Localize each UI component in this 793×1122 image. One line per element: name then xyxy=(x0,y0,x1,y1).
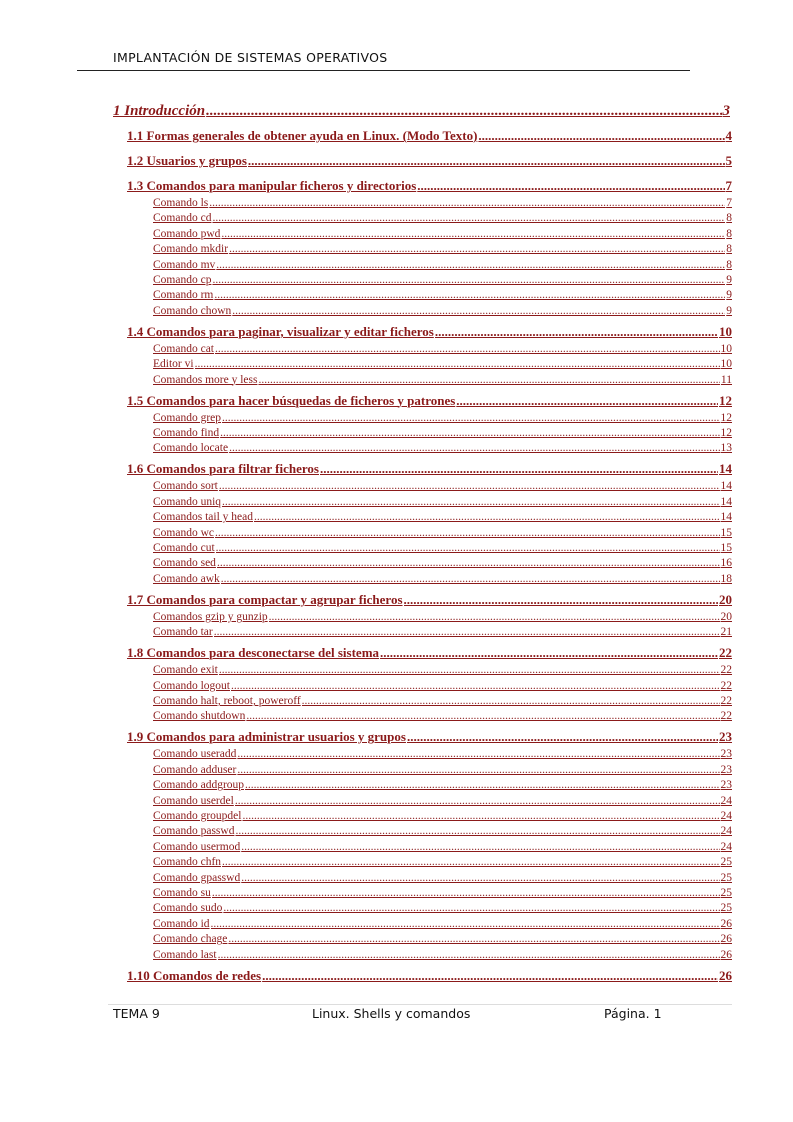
dot-leader xyxy=(221,228,725,240)
dot-leader xyxy=(246,710,719,722)
toc-subentry[interactable] xyxy=(153,611,732,623)
dot-leader xyxy=(302,695,720,707)
toc-subentry[interactable] xyxy=(153,695,732,707)
toc-entry-title: Comando mkdir xyxy=(153,243,229,256)
toc-page-number: 11 xyxy=(720,373,732,386)
dot-leader xyxy=(218,949,720,961)
toc-entry-title: Comando ls xyxy=(153,197,209,209)
dot-leader xyxy=(254,511,720,523)
toc-subentry[interactable] xyxy=(153,197,732,209)
toc-page-number: 8 xyxy=(726,258,732,271)
toc-subentry[interactable] xyxy=(153,664,732,676)
toc-subentry[interactable] xyxy=(153,511,732,523)
toc-subentry[interactable] xyxy=(153,841,732,853)
dot-leader xyxy=(232,305,725,317)
toc-entry-title: Comando useradd xyxy=(153,748,237,761)
dot-leader xyxy=(223,902,719,914)
toc-entry[interactable] xyxy=(127,153,732,169)
toc-subentry[interactable] xyxy=(153,810,732,822)
toc-page-number: 12 xyxy=(720,411,732,424)
dot-leader xyxy=(262,968,718,984)
toc-entry-title: 1.4 Comandos para paginar, visualizar y editar ficheros xyxy=(127,323,434,339)
dot-leader xyxy=(215,343,720,355)
toc-page-number: 26 xyxy=(720,917,732,930)
toc-entry-title: Comando groupdel xyxy=(153,810,242,822)
toc-entry[interactable] xyxy=(127,393,732,409)
toc-page-number: 5 xyxy=(725,153,732,168)
dot-leader xyxy=(220,427,719,439)
toc-page-number: 26 xyxy=(720,933,732,946)
toc-subentry[interactable] xyxy=(153,527,732,539)
toc-page-number: 9 xyxy=(726,289,732,302)
dot-leader xyxy=(221,573,720,585)
toc-subentry[interactable] xyxy=(153,542,732,554)
toc-page-number: 12 xyxy=(719,392,732,408)
toc-subentry[interactable] xyxy=(153,680,732,692)
toc-subentry[interactable] xyxy=(153,343,732,355)
toc-page-number: 14 xyxy=(720,495,732,508)
toc-subentry[interactable] xyxy=(153,748,732,760)
toc-subentry[interactable] xyxy=(153,949,732,961)
dot-leader xyxy=(229,243,725,255)
toc-entry-title: 1.5 Comandos para hacer búsquedas de ficheros y patrones xyxy=(127,392,456,408)
toc-entry-title: 1.10 Comandos de redes xyxy=(127,967,262,983)
toc-page-number: 22 xyxy=(720,679,732,692)
toc-entry-title: 1.1 Formas generales de obtener ayuda en Linux. (Modo Texto) xyxy=(127,128,478,143)
toc-subentry[interactable] xyxy=(153,274,732,286)
toc-entry[interactable] xyxy=(127,178,732,194)
toc-page-number: 23 xyxy=(719,729,732,745)
toc-page-number: 13 xyxy=(720,442,732,455)
dot-leader xyxy=(215,527,719,539)
toc-subentry[interactable] xyxy=(153,626,732,638)
toc-subentry[interactable] xyxy=(153,872,732,884)
toc-page-number: 26 xyxy=(719,967,732,983)
toc-entry-title: Comando rm xyxy=(153,289,214,302)
toc-entry-title: Comando gpasswd xyxy=(153,871,241,884)
toc-page-number: 23 xyxy=(720,779,732,792)
toc-entry-title: Comando passwd xyxy=(153,825,235,838)
toc-entry-title: Comando locate xyxy=(153,442,229,455)
toc-subentry[interactable] xyxy=(153,412,732,424)
toc-page-number: 26 xyxy=(720,948,732,961)
toc-entry-title: 1.3 Comandos para manipular ficheros y directorios xyxy=(127,178,417,193)
toc-subentry[interactable] xyxy=(153,764,732,776)
toc-entry-title: Comando cut xyxy=(153,542,215,554)
dot-leader xyxy=(235,795,720,807)
dot-leader xyxy=(237,764,719,776)
toc-page-number: 24 xyxy=(720,810,732,822)
toc-entry-title: Comando id xyxy=(153,917,210,930)
toc-entry-title: Comandos gzip y gunzip xyxy=(153,610,268,623)
toc-entry-title: Comando grep xyxy=(153,411,222,424)
toc-entry[interactable] xyxy=(127,128,732,144)
toc-page-number: 12 xyxy=(720,427,732,439)
toc-subentry[interactable] xyxy=(153,710,732,722)
toc-page-number: 24 xyxy=(720,825,732,838)
toc-page-number: 20 xyxy=(719,591,732,607)
toc-page-number: 8 xyxy=(726,227,732,240)
toc-entry-title: Comando tar xyxy=(153,626,213,639)
dot-leader xyxy=(212,274,725,286)
toc-subentry[interactable] xyxy=(153,795,732,807)
dot-leader xyxy=(380,645,718,661)
dot-leader xyxy=(217,557,720,569)
dot-leader xyxy=(241,872,719,884)
toc-entry-title: Comando cp xyxy=(153,274,212,286)
toc-entry[interactable] xyxy=(127,645,732,661)
toc-page-number: 14 xyxy=(719,461,732,477)
toc-entry-title: Comando sudo xyxy=(153,902,223,915)
toc-page-number: 7 xyxy=(726,197,732,209)
dot-leader xyxy=(320,461,718,477)
toc-entry-title: Comando shutdown xyxy=(153,710,246,723)
toc-page-number: 16 xyxy=(720,557,732,570)
toc-entry-title: Comando wc xyxy=(153,526,215,539)
toc-page-number: 10 xyxy=(720,358,732,371)
dot-leader xyxy=(206,103,721,120)
dot-leader xyxy=(478,128,724,144)
dot-leader xyxy=(235,825,719,837)
toc-page-number: 8 xyxy=(726,243,732,256)
dot-leader xyxy=(248,153,725,169)
toc-page-number: 14 xyxy=(720,511,732,524)
dot-leader xyxy=(219,480,720,492)
toc-entry-title: Comando su xyxy=(153,887,211,899)
toc-entry-title: 1.2 Usuarios y grupos xyxy=(127,153,247,168)
dot-leader xyxy=(214,626,720,638)
toc-entry-title: Comando halt, reboot, poweroff xyxy=(153,695,301,707)
dot-leader xyxy=(216,259,725,271)
toc-subentry[interactable] xyxy=(153,358,732,370)
toc-page-number: 25 xyxy=(720,856,732,869)
toc-subentry[interactable] xyxy=(153,289,732,301)
dot-leader xyxy=(269,611,720,623)
toc-page-number: 23 xyxy=(720,763,732,776)
toc-page-number: 24 xyxy=(720,840,732,853)
toc-page-number: 14 xyxy=(720,480,732,493)
footer-divider xyxy=(108,1004,732,1005)
toc-subentry[interactable] xyxy=(153,305,732,317)
toc-subentry[interactable] xyxy=(153,374,732,386)
toc-entry-title: Comando usermod xyxy=(153,840,241,853)
dot-leader xyxy=(237,748,719,760)
toc-subentry[interactable] xyxy=(153,918,732,930)
footer-chapter: TEMA 9 xyxy=(113,1006,160,1021)
toc-entry[interactable] xyxy=(127,461,732,477)
dot-leader xyxy=(222,496,719,508)
toc-entry-title: Comandos tail y head xyxy=(153,511,253,524)
toc-subentry[interactable] xyxy=(153,496,732,508)
toc-page-number: 25 xyxy=(720,887,732,899)
toc-entry-title: Comando logout xyxy=(153,679,230,692)
toc-page-number: 3 xyxy=(722,103,730,119)
toc-page-number: 15 xyxy=(720,526,732,539)
toc-entry[interactable] xyxy=(127,324,732,340)
toc-entry-title: Comandos more y less xyxy=(153,373,258,386)
toc-subentry[interactable] xyxy=(153,557,732,569)
toc-subentry[interactable] xyxy=(153,442,732,454)
toc-entry-title: Comando chage xyxy=(153,933,228,946)
toc-subentry[interactable] xyxy=(153,228,732,240)
toc-page-number: 10 xyxy=(720,342,732,355)
toc-entry-title: 1.7 Comandos para compactar y agrupar ficheros xyxy=(127,591,403,607)
toc-entry-title: Comando uniq xyxy=(153,495,222,508)
toc-page-number: 22 xyxy=(719,645,732,661)
toc-page-number: 8 xyxy=(726,212,732,225)
toc-entry-title: Comando userdel xyxy=(153,794,234,807)
dot-leader xyxy=(195,358,720,370)
toc-entry-title: Comando cat xyxy=(153,342,214,355)
dot-leader xyxy=(219,664,720,676)
toc-entry-title: 1.6 Comandos para filtrar ficheros xyxy=(127,461,319,477)
toc-entry-title: Comando addgroup xyxy=(153,779,245,792)
toc-entry-title: Comando find xyxy=(153,427,220,439)
dot-leader xyxy=(456,393,718,409)
dot-leader xyxy=(228,933,719,945)
dot-leader xyxy=(211,918,720,930)
toc-page-number: 22 xyxy=(720,710,732,723)
toc-entry-title: Comando adduser xyxy=(153,763,237,776)
dot-leader xyxy=(222,412,719,424)
toc-page-number: 22 xyxy=(720,695,732,707)
toc-subentry[interactable] xyxy=(153,259,732,271)
toc-entry[interactable] xyxy=(127,968,732,984)
dot-leader xyxy=(214,289,725,301)
dot-leader xyxy=(241,841,719,853)
toc-subentry[interactable] xyxy=(153,856,732,868)
running-header: IMPLANTACIÓN DE SISTEMAS OPERATIVOS xyxy=(113,50,388,65)
toc-entry[interactable] xyxy=(113,103,730,120)
toc-entry-title: Comando awk xyxy=(153,572,220,585)
toc-entry-title: 1.9 Comandos para administrar usuarios y grupos xyxy=(127,729,406,745)
toc-entry-title: Comando exit xyxy=(153,664,218,677)
toc-entry-title: Comando last xyxy=(153,948,217,961)
toc-entry-title: Comando cd xyxy=(153,212,212,225)
toc-page-number: 24 xyxy=(720,794,732,807)
toc-entry-title: Comando sort xyxy=(153,480,218,493)
toc-page-number: 25 xyxy=(720,902,732,915)
dot-leader xyxy=(212,887,720,899)
dot-leader xyxy=(216,542,720,554)
toc-subentry[interactable] xyxy=(153,480,732,492)
toc-entry-title: Comando mv xyxy=(153,258,216,271)
toc-entry-title: Comando sed xyxy=(153,557,216,570)
dot-leader xyxy=(404,592,718,608)
toc-subentry[interactable] xyxy=(153,427,732,439)
footer-page-number: Página. 1 xyxy=(604,1006,662,1021)
toc-page-number: 21 xyxy=(720,626,732,639)
dot-leader xyxy=(435,324,718,340)
toc-page-number: 9 xyxy=(726,274,732,286)
dot-leader xyxy=(222,856,719,868)
toc-subentry[interactable] xyxy=(153,243,732,255)
dot-leader xyxy=(407,729,718,745)
toc-entry[interactable] xyxy=(127,592,732,608)
dot-leader xyxy=(242,810,719,822)
dot-leader xyxy=(212,212,725,224)
toc-subentry[interactable] xyxy=(153,825,732,837)
dot-leader xyxy=(209,197,725,209)
footer-subject: Linux. Shells y comandos xyxy=(312,1006,471,1021)
toc-entry-title: 1.8 Comandos para desconectarse del sistema xyxy=(127,645,380,661)
toc-page-number: 7 xyxy=(725,178,732,193)
toc-page-number: 18 xyxy=(720,572,732,585)
toc-subentry[interactable] xyxy=(153,212,732,224)
toc-page-number: 9 xyxy=(726,304,732,317)
toc-subentry[interactable] xyxy=(153,779,732,791)
dot-leader xyxy=(229,442,719,454)
toc-page-number: 15 xyxy=(720,542,732,554)
toc-entry-title: Comando chfn xyxy=(153,856,222,869)
dot-leader xyxy=(258,374,719,386)
toc-page-number: 10 xyxy=(719,323,732,339)
dot-leader xyxy=(245,779,719,791)
toc-entry-title: Comando chown xyxy=(153,304,232,317)
toc-page-number: 20 xyxy=(720,610,732,623)
dot-leader xyxy=(231,680,720,692)
toc-page-number: 25 xyxy=(720,871,732,884)
toc-page-number: 23 xyxy=(720,748,732,761)
toc-entry-title: Editor vi xyxy=(153,358,194,371)
toc-subentry[interactable] xyxy=(153,933,732,945)
toc-subentry[interactable] xyxy=(153,887,732,899)
toc-page-number: 4 xyxy=(725,128,732,143)
toc-entry-title: Comando pwd xyxy=(153,227,221,240)
toc-subentry[interactable] xyxy=(153,902,732,914)
toc-subentry[interactable] xyxy=(153,573,732,585)
toc-entry-title: 1 Introducción xyxy=(113,103,206,119)
header-divider xyxy=(77,70,690,71)
toc-page-number: 22 xyxy=(720,664,732,677)
dot-leader xyxy=(417,178,724,194)
toc-entry[interactable] xyxy=(127,729,732,745)
